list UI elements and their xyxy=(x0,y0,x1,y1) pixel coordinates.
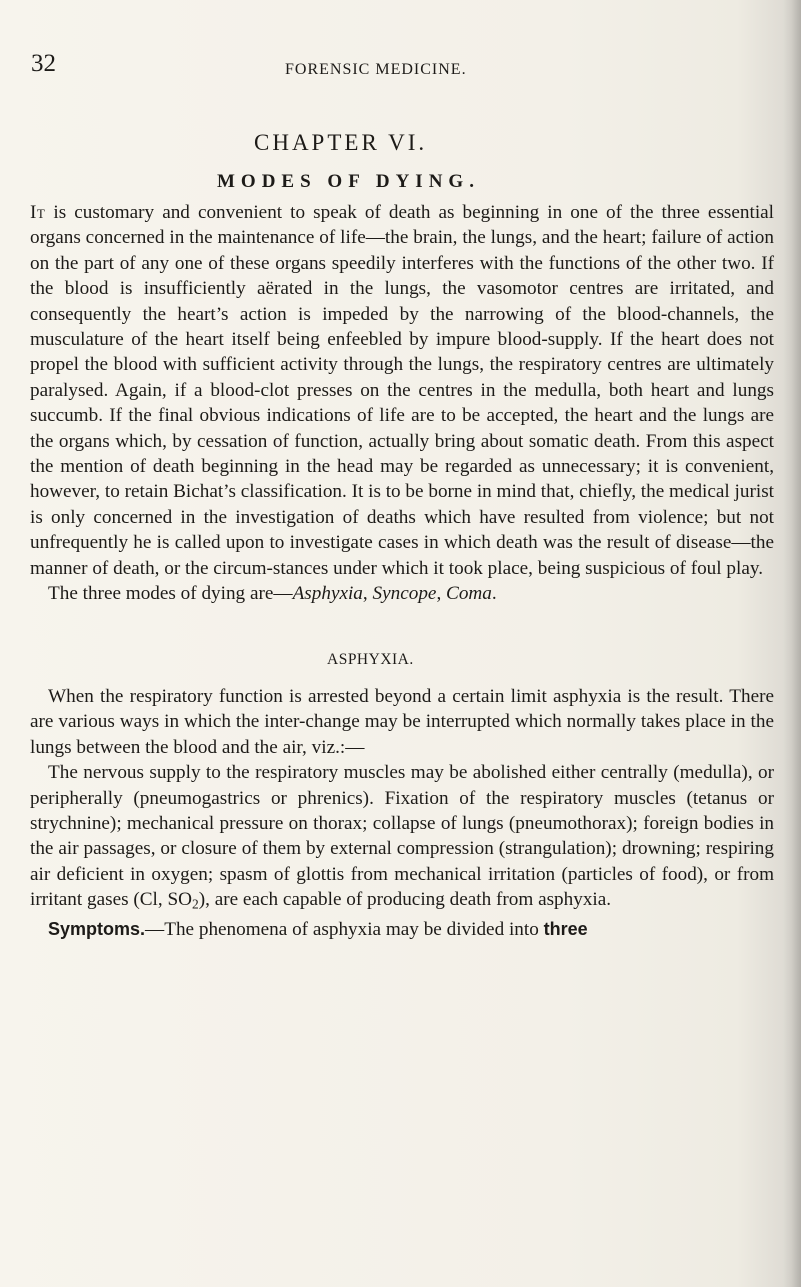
asphyxia-paragraph-one: When the respiratory function is arrested beyond a certain limit asphyxia is the result. There are various ways in which the inter-change may be interrupted which normally takes place in the lungs between the blood and the air, viz.:— xyxy=(30,686,774,758)
symptoms-three: three xyxy=(543,919,588,940)
asphyxia-paragraph-two-a: The nervous supply to the respiratory muscles may be abolished either centrally (medulla), or peripherally (pneumogastrics or phrenics). Fixation of the respiratory muscles (tetanus or strychnine); mechanical pressure on thorax; collapse of lungs (pneumothorax); foreign bodies in the air passages, or closure of them by external compression (strangulation); drowning; respiring air deficient in oxygen; spasm of glottis from mechanical irritation (particles of food), or from irritant gases (Cl, SO xyxy=(30,762,774,911)
running-head: FORENSIC MEDICINE. xyxy=(285,61,467,78)
modes-period: . xyxy=(491,583,497,605)
intro-paragraph xyxy=(30,200,774,581)
mode-asphyxia: Asphyxia xyxy=(292,583,363,605)
page-number: 32 xyxy=(31,50,56,77)
section-title: MODES OF DYING. xyxy=(217,171,480,192)
mode-syncope: Syncope xyxy=(372,583,437,605)
modes-comma-one: , xyxy=(362,583,373,605)
asphyxia-paragraph-two-b: ), are each capable of producing death from asphyxia. xyxy=(198,889,612,911)
symptoms-label: Symptoms. xyxy=(48,919,146,940)
modes-paragraph xyxy=(30,581,774,606)
chapter-title: CHAPTER VI. xyxy=(254,130,428,155)
page-edge-shadow xyxy=(783,0,801,1287)
modes-comma-two: , xyxy=(436,583,447,605)
page-header xyxy=(0,50,801,80)
symptoms-text: —The phenomena of asphyxia may be divided into xyxy=(145,919,544,941)
asphyxia-paragraph-two xyxy=(30,760,774,917)
mode-coma: Coma xyxy=(446,583,492,605)
so2-subscript: 2 xyxy=(192,896,199,912)
intro-text: is customary and convenient to speak of death as beginning in one of the three essential organs concerned in the maintenance of life—the brain, the lungs, and the heart; failure of action on the part of any one of these organs speedily interferes with the functions of the other two. If the blood is insufficiently aërated in the lungs, the vasomotor centres are irritated, and consequently the heart’s action is impeded by the narrowing of the blood-channels, the musculature of the heart itself being enfeebled by impure blood-supply. If the heart does not propel the blood with sufficient activity through the lungs, the respiratory centres are ultimately paralysed. Again, if a blood-clot presses on the centres in the medulla, both heart and lungs succumb. If the final obvious indications of life are to be accepted, the heart and the lungs are the organs which, by cessation of function, actually bring about somatic death. From this aspect the mention of death beginning in the head may be regarded as unnecessary; it is convenient, however, to retain Bichat’s classification. It is to be borne in mind that, chiefly, the medical jurist is only concerned in the investigation of deaths which have resulted from violence; but not unfrequently he is called upon to investigate cases in which death was the result of disease—the manner of death, or the circum-stances under which it took place, being suspicious of foul play. xyxy=(30,202,774,579)
intro-text-block xyxy=(30,200,774,607)
asphyxia-heading: ASPHYXIA. xyxy=(327,651,414,668)
asphyxia-text-block xyxy=(30,684,774,942)
intro-first-word: It xyxy=(30,202,46,223)
modes-prefix: The three modes of dying are— xyxy=(48,583,293,605)
symptoms-paragraph xyxy=(30,917,774,942)
